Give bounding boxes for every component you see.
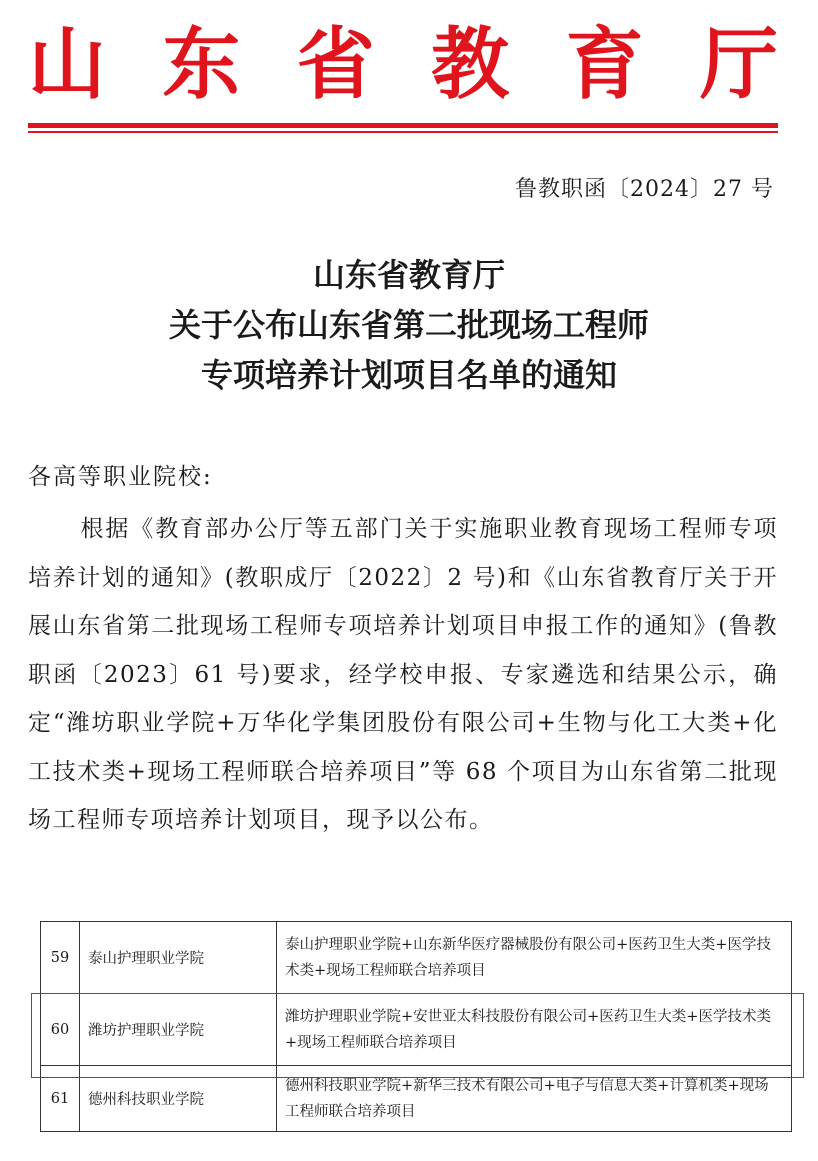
masthead-rule-thin xyxy=(28,131,778,133)
school-cell: 潍坊护理职业学院 xyxy=(80,994,277,1066)
row-number: 61 xyxy=(41,1066,80,1132)
body-text: 根据《教育部办公厅等五部门关于实施职业教育现场工程师专项培养计划的通知》(教职成厅〔2022〕2 号)和《山东省教育厅关于开展山东省第二批现场工程师专项培养计划项目申报工作的通知》(鲁教职函〔2023〕61 号)要求，经学校申报、专家遴选和结果公示，确定“潍坊职业学院+万华化学集团股份有限公司+生物与化工大类+化工技术类+现场工程师联合培养项目”等 68 个项目为山东省第二批现场工程师专项培养计划项目，现予以公布。 xyxy=(28,516,778,833)
masthead-char: 省 xyxy=(296,19,375,110)
row-number: 60 xyxy=(41,994,80,1066)
table-row xyxy=(41,922,792,994)
masthead-char: 教 xyxy=(431,19,510,110)
masthead-char: 东 xyxy=(162,19,241,110)
title-line: 专项培养计划项目名单的通知 xyxy=(200,356,617,394)
masthead-char: 山 xyxy=(28,19,107,110)
project-cell: 潍坊护理职业学院+安世亚太科技股份有限公司+医药卫生大类+医学技术类+现场工程师联合培养项目 xyxy=(277,994,792,1066)
school-cell: 泰山护理职业学院 xyxy=(80,922,277,994)
masthead-rule-thick xyxy=(28,123,778,128)
project-cell: 德州科技职业学院+新华三技术有限公司+电子与信息大类+计算机类+现场工程师联合培养项目 xyxy=(277,1066,792,1132)
masthead-char: 育 xyxy=(565,19,644,110)
masthead-char: 厅 xyxy=(699,19,778,110)
title-line: 山东省教育厅 xyxy=(312,256,505,294)
body-paragraph xyxy=(28,505,778,845)
title-line: 关于公布山东省第二批现场工程师 xyxy=(168,306,649,344)
school-cell: 德州科技职业学院 xyxy=(80,1066,277,1132)
document-number: 鲁教职函〔2024〕27 号 xyxy=(515,177,774,202)
document-title xyxy=(0,250,818,400)
highlight-box xyxy=(31,993,804,1078)
project-cell: 泰山护理职业学院+山东新华医疗器械股份有限公司+医药卫生大类+医学技术类+现场工程师联合培养项目 xyxy=(277,922,792,994)
row-number: 59 xyxy=(41,922,80,994)
masthead xyxy=(28,19,778,110)
salutation: 各高等职业院校: xyxy=(28,464,213,490)
